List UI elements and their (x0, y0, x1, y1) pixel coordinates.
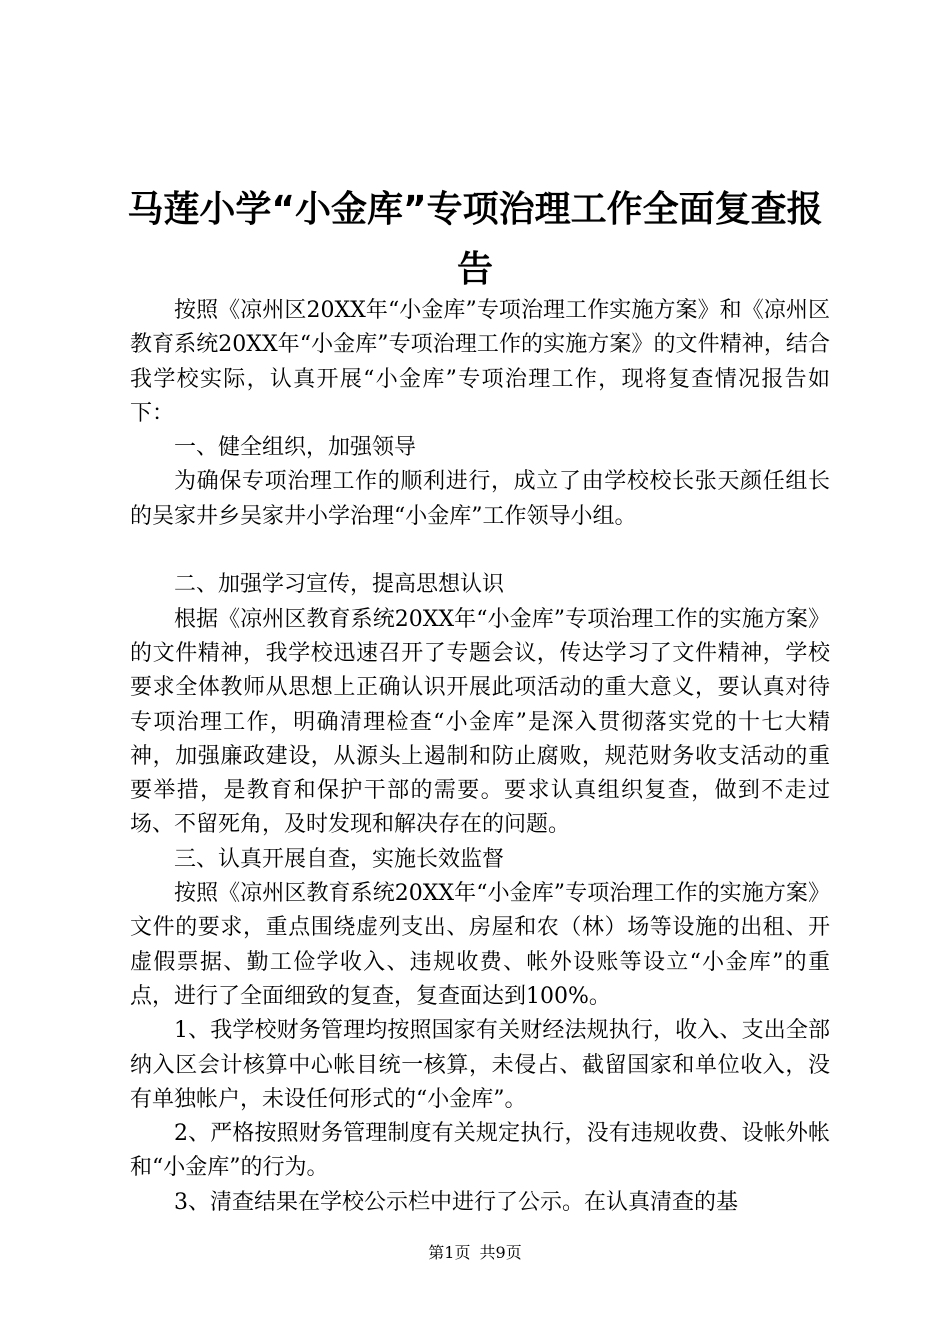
page-total: 共9页 (479, 1243, 522, 1262)
section-1-paragraph: 为确保专项治理工作的顺利进行，成立了由学校校长张天颜任组长的吴家井乡吴家井小学治理“小金库”工作领导小组。 (130, 469, 830, 529)
document-body (130, 294, 830, 1220)
section-3-paragraph: 按照《凉州区教育系统20XX年“小金库”专项治理工作的实施方案》文件的要求，重点围绕虚列支出、房屋和农（林）场等设施的出租、开虚假票据、勤工俭学收入、违规收费、帐外设账等设立“小金库”的重点，进行了全面细致的复查，复查面达到100%。 (130, 881, 830, 1009)
document-title-line-2: 告 (456, 249, 493, 290)
item-1-paragraph: 1、我学校财务管理均按照国家有关财经法规执行，收入、支出全部纳入区会计核算中心帐目统一核算，未侵占、截留国家和单位收入，没有单独帐户，未设任何形式的“小金库”。 (130, 1018, 830, 1112)
item-3-paragraph: 3、清查结果在学校公示栏中进行了公示。在认真清查的基 (174, 1189, 738, 1215)
section-heading-1: 一、健全组织，加强领导 (174, 435, 417, 461)
section-heading-2: 二、加强学习宣传，提高思想认识 (174, 572, 505, 598)
page-number: 第1页 (428, 1243, 471, 1262)
section-heading-3: 三、认真开展自查，实施长效监督 (174, 846, 505, 872)
blank-line (130, 534, 830, 568)
intro-paragraph: 按照《凉州区20XX年“小金库”专项治理工作实施方案》和《凉州区教育系统20XX年“小金库”专项治理工作的实施方案》的文件精神，结合我学校实际，认真开展“小金库”专项治理工作，现将复查情况报告如下： (130, 298, 830, 426)
section-2-paragraph: 根据《凉州区教育系统20XX年“小金库”专项治理工作的实施方案》的文件精神，我学校迅速召开了专题会议，传达学习了文件精神，学校要求全体教师从思想上正确认识开展此项活动的重大意义，要认真对待专项治理工作，明确清理检查“小金库”是深入贯彻落实党的十七大精神，加强廉政建设，从源头上遏制和防止腐败，规范财务收支活动的重要举措，是教育和保护干部的需要。要求认真组织复查，做到不走过场、不留死角，及时发现和解决存在的问题。 (130, 606, 830, 838)
document-title-line-1: 马莲小学“小金库”专项治理工作全面复查报 (127, 189, 823, 230)
item-2-paragraph: 2、严格按照财务管理制度有关规定执行，没有违规收费、设帐外帐和“小金库”的行为。 (130, 1121, 830, 1181)
page-footer (0, 1243, 950, 1263)
